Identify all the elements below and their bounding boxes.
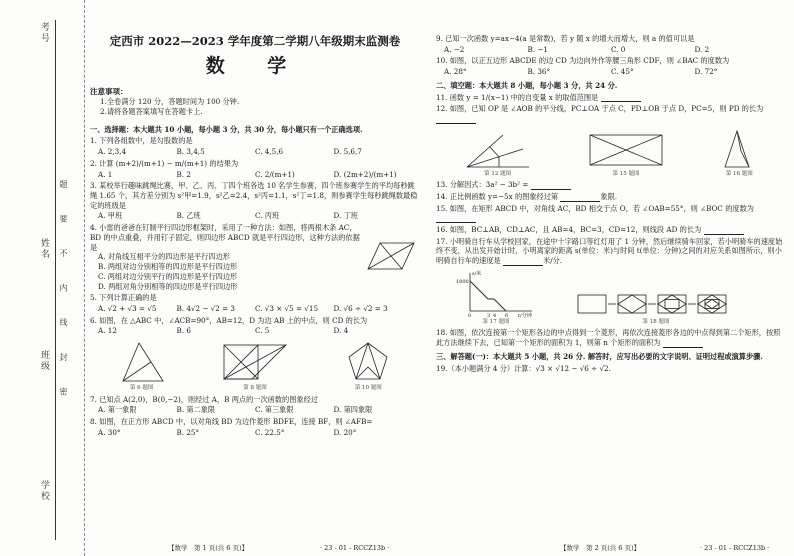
graph-y-value: 1800 xyxy=(456,278,469,285)
option[interactable]: B. 6 xyxy=(176,326,191,336)
section-2-heading: 二、填空题：本大题共 8 小题，每小题 3 分，共 24 分. xyxy=(436,80,618,90)
option[interactable]: A. 对角线互相平分的四边形是平行四边形 xyxy=(98,252,230,262)
option[interactable]: C. 2/(m+1) xyxy=(255,169,295,179)
figure-caption: 第 6 题图 xyxy=(129,385,154,392)
figure-caption: 第 18 题图 xyxy=(642,318,670,325)
option[interactable]: D. 72° xyxy=(694,67,718,77)
figure-caption: 第 16 题图 xyxy=(725,170,753,177)
figure-caption: 第 17 题图 xyxy=(482,318,510,325)
notice-line: 1.全卷满分 120 分，答题时间为 100 分钟. xyxy=(100,97,240,107)
q13 xyxy=(436,180,786,190)
answer-blank[interactable] xyxy=(560,194,600,202)
option[interactable]: B. 2 xyxy=(176,169,191,179)
q15-rectangle-figure xyxy=(586,131,666,171)
option[interactable]: A. 30° xyxy=(98,427,121,437)
q6-options xyxy=(90,326,420,336)
q4-stem: 4. 小雷的爸爸在钉制平行四边形框架时，采用了一种方法：如图，将两根木条 AC，BD 的中点重叠，并用钉子固定，则四边形 ABCD 就是平行四边形，这种方法的依据是 xyxy=(90,223,360,252)
option[interactable]: D. 20° xyxy=(333,427,357,437)
fig-16 xyxy=(719,127,759,178)
right-page xyxy=(436,26,786,373)
answer-blank[interactable] xyxy=(503,258,543,266)
option[interactable]: C. 45° xyxy=(611,67,634,77)
right-figures-2 xyxy=(436,269,786,326)
fig-8 xyxy=(220,339,290,392)
q18-text: 18. 如图，依次连接第一个矩形各边的中点得到一个菱形，再依次连接菱形各边的中点得到第二个矩形，按照此方法继续下去，已知第一个矩形的面积为 1，则第 n 个矩形的面积为 xyxy=(436,328,781,348)
subject-title: 数 学 xyxy=(205,54,305,77)
option[interactable]: B. −1 xyxy=(527,44,548,54)
q8-stem: 8. 如图，在正方形 ABCD 中，以对角线 BD 为边作菱形 BDFE，连接 BF，则 ∠AFB= xyxy=(90,416,373,426)
option[interactable]: D. 2 xyxy=(694,44,710,54)
left-figures xyxy=(90,339,420,392)
name-label: 姓名 xyxy=(39,238,49,260)
option[interactable]: C. 5 xyxy=(255,326,270,336)
option[interactable]: A. −2 xyxy=(444,44,465,54)
fig-18 xyxy=(576,289,736,326)
binding-strip xyxy=(0,0,85,556)
q9-stem: 9. 已知一次函数 y=ax−4(a 是常数)，若 y 随 x 的增大而增大，则 a 的值可以是 xyxy=(436,34,695,43)
option[interactable]: C. 第三象限 xyxy=(255,405,294,415)
q10-pentagon-figure xyxy=(343,339,393,385)
q1-options xyxy=(90,147,420,157)
q18 xyxy=(436,328,786,347)
graph-tick: 0 xyxy=(468,312,472,319)
q7-options xyxy=(90,405,420,415)
q7-stem: 7. 已知点 A(2,0)，B(0,−2)，则经过 A，B 两点的一次函数的图象经过 xyxy=(90,394,318,404)
q10-options xyxy=(436,67,786,77)
right-figures xyxy=(436,127,786,178)
option[interactable]: D. 第四象限 xyxy=(333,405,373,415)
q6-triangle-figure xyxy=(117,339,167,385)
option[interactable]: A. 12 xyxy=(98,326,117,336)
no-answer-warning: 题 要 不 内 线 封 密 xyxy=(59,180,68,408)
q17-distance-time-graph xyxy=(456,269,536,319)
fig-12 xyxy=(463,131,533,178)
option[interactable]: D. 4 xyxy=(333,326,349,336)
fig-6 xyxy=(117,339,167,392)
option[interactable]: B. 3,4,5 xyxy=(176,147,205,157)
graph-tick: 4 xyxy=(493,312,497,319)
figure-caption: 第 8 题图 xyxy=(243,385,267,392)
answer-blank[interactable] xyxy=(436,215,476,223)
q17 xyxy=(436,237,786,266)
fig-17 xyxy=(456,269,536,326)
option[interactable]: A. 甲班 xyxy=(98,211,123,221)
figure-caption: 第 12 题图 xyxy=(484,170,512,177)
graph-y-label: s/米 xyxy=(472,270,482,277)
option[interactable]: A. 1 xyxy=(98,169,113,179)
q9-options xyxy=(436,45,786,55)
option[interactable]: C. 两组对边分别平行的四边形是平行四边形 xyxy=(98,271,238,281)
q2-options xyxy=(90,170,420,180)
q8-options xyxy=(90,428,420,438)
page-footer-right: 【数学 第 2 页(共 6 页)】 xyxy=(560,544,641,552)
answer-blank[interactable] xyxy=(663,340,703,348)
q5-options xyxy=(90,304,420,314)
option[interactable]: A. √2 + √3 = √5 xyxy=(98,303,157,313)
graph-tick: 3 xyxy=(487,312,491,319)
answer-blank[interactable] xyxy=(601,94,641,102)
left-page xyxy=(90,0,420,437)
option[interactable]: D. √6 ÷ √2 = 3 xyxy=(333,303,388,313)
q11-text: 11. 函数 y = 1/(x−1) 中的自变量 x 的取值范围是 xyxy=(436,92,599,102)
option[interactable]: D. (2m+2)/(m+1) xyxy=(333,169,397,179)
page-code-left: · 23 - 01 - RCCZ13b · xyxy=(320,544,390,552)
option[interactable]: D. 丁班 xyxy=(333,211,358,221)
q8-square-rhombus-figure xyxy=(220,339,290,385)
page-code-right: · 23 - 01 - RCCZ13b · xyxy=(700,544,770,552)
q11 xyxy=(436,93,786,103)
q2-stem: 2. 计算 (m+2)/(m+1) − m/(m+1) 的结果为 xyxy=(90,158,239,168)
fig-15 xyxy=(586,131,666,178)
option[interactable]: C. √3 × √5 = √15 xyxy=(255,303,319,313)
option[interactable]: B. 4√2 − √2 = 3 xyxy=(176,303,235,313)
option[interactable]: B. 第二象限 xyxy=(176,405,216,415)
q15 xyxy=(436,204,786,223)
option[interactable]: B. 36° xyxy=(527,67,551,77)
option[interactable]: C. 0 xyxy=(611,44,626,54)
figure-caption: 第 10 题图 xyxy=(354,385,382,392)
option[interactable]: B. 两组对边分别相等的四边形是平行四边形 xyxy=(98,262,238,272)
q6-stem: 6. 如图，在 △ABC 中，∠ACB=90°，AB=12，D 为边 AB 上的中点，则 CD 的长为 xyxy=(90,315,368,325)
q4-block xyxy=(90,221,420,291)
q16-triangles-figure xyxy=(719,127,759,171)
school-label: 学校 xyxy=(39,480,49,502)
option[interactable]: B. 25° xyxy=(176,427,200,437)
q16 xyxy=(436,225,786,235)
q19-text: 19.（本小题满分 4 分）计算：√3 × √12 − √6 ÷ √2. xyxy=(436,363,611,373)
q16-text: 16. 如图，BC⊥AB，CD⊥AC，且 AB=4，BC=3，CD=12，则线段 AD 的长为 xyxy=(436,225,702,235)
q17-unit: 米/分. xyxy=(543,256,563,266)
q15-text: 15. 如图，在矩形 ABCD 中，对角线 AC，BD 相交于点 O，若 ∠OAB=55°，则 ∠BOC 的度数为 xyxy=(436,203,754,213)
exam-no-label: 考号 xyxy=(39,22,49,44)
binding-line xyxy=(55,20,56,540)
option[interactable]: C. 4,5,6 xyxy=(255,147,284,157)
fig-10 xyxy=(343,339,393,392)
q14-tail: 象限. xyxy=(600,191,618,201)
option[interactable]: D. 5,6,7 xyxy=(333,147,362,157)
q14-text: 14. 正比例函数 y=−5x 的图象经过第 xyxy=(436,191,559,201)
q10-stem: 10. 如图，以正五边形 ABCDE 的边 CD 为边向外作等腰三角形 CDF，则 ∠BAC 的度数为 xyxy=(436,56,730,66)
graph-tick: 6 xyxy=(505,312,509,319)
q1-stem: 1. 下列各组数中，是勾股数的是 xyxy=(90,136,193,146)
q14 xyxy=(436,192,786,202)
notice-heading: 注意事项： xyxy=(90,87,128,97)
answer-blank[interactable] xyxy=(436,116,476,124)
option[interactable]: C. 22.5° xyxy=(255,427,285,437)
section-1-heading: 一、选择题：本大题共 10 小题，每小题 3 分，共 30 分，每小题只有一个正确选项. xyxy=(90,124,363,134)
option[interactable]: C. 丙班 xyxy=(255,211,280,221)
answer-blank[interactable] xyxy=(704,227,744,235)
q12-angle-bisector-figure xyxy=(463,131,533,171)
q4-parallelogram-figure xyxy=(360,237,420,277)
class-label: 班级 xyxy=(39,350,49,372)
option[interactable]: B. 乙班 xyxy=(176,211,201,221)
q18-nested-rectangles-figure xyxy=(576,289,736,319)
graph-x-label: t/分钟 xyxy=(518,312,532,319)
q17-text: 17. 小明骑自行车从学校回家，在途中十字路口等红灯用了 1 分钟，然后继续骑车回家，若小明骑车的速度始终不变，从出发开始计时，小明离家的距离 s(单位：米)与时间 t(单位：分钟)之间的对应关系如图所示，则小明骑自行车的速度是 xyxy=(436,236,783,266)
option[interactable]: D. 两组对角分别相等的四边形是平行四边形 xyxy=(98,281,238,291)
option[interactable]: A. 第一象限 xyxy=(98,405,137,415)
page-footer-left: 【数学 第 1 页(共 6 页)】 xyxy=(168,544,249,552)
option[interactable]: A. 2,3,4 xyxy=(98,147,127,157)
q5-stem: 5. 下列计算正确的是 xyxy=(90,293,157,303)
option[interactable]: A. 28° xyxy=(444,67,467,77)
q3-options xyxy=(90,211,420,221)
q12 xyxy=(436,104,786,123)
figure-caption: 第 15 题图 xyxy=(612,170,640,177)
q3-stem: 3. 某校举行趣味跳绳比赛，甲、乙、丙、丁四个班各选 10 名学生参赛，四个班参赛学生的平均每秒跳绳 1.65 个，其方差分别为 s²甲=1.9，s²乙=2.4，s²丙=1.1，s²丁=1.8，则参赛学生每秒跳绳数最稳定的班级是 xyxy=(90,181,418,210)
q13-text: 13. 分解因式：3a² − 3b² = xyxy=(436,180,529,190)
exam-title: 定西市 2022—2023 学年度第二学期八年级期末监测卷 xyxy=(109,34,401,48)
q12-text: 12. 如图，已知 OP 是 ∠AOB 的平分线，PC⊥OA 于点 C，PD⊥OB 于点 D，PC=5，则 PD 的长为 xyxy=(436,104,764,114)
section-3-heading: 三、解答题(一)：本大题共 5 小题，共 26 分. 解答时，应写出必要的文字说明、证明过程或演算步骤. xyxy=(436,351,763,361)
notice-line: 2.请将各题答案填写在答题卡上. xyxy=(100,107,203,116)
answer-blank[interactable] xyxy=(531,182,571,190)
